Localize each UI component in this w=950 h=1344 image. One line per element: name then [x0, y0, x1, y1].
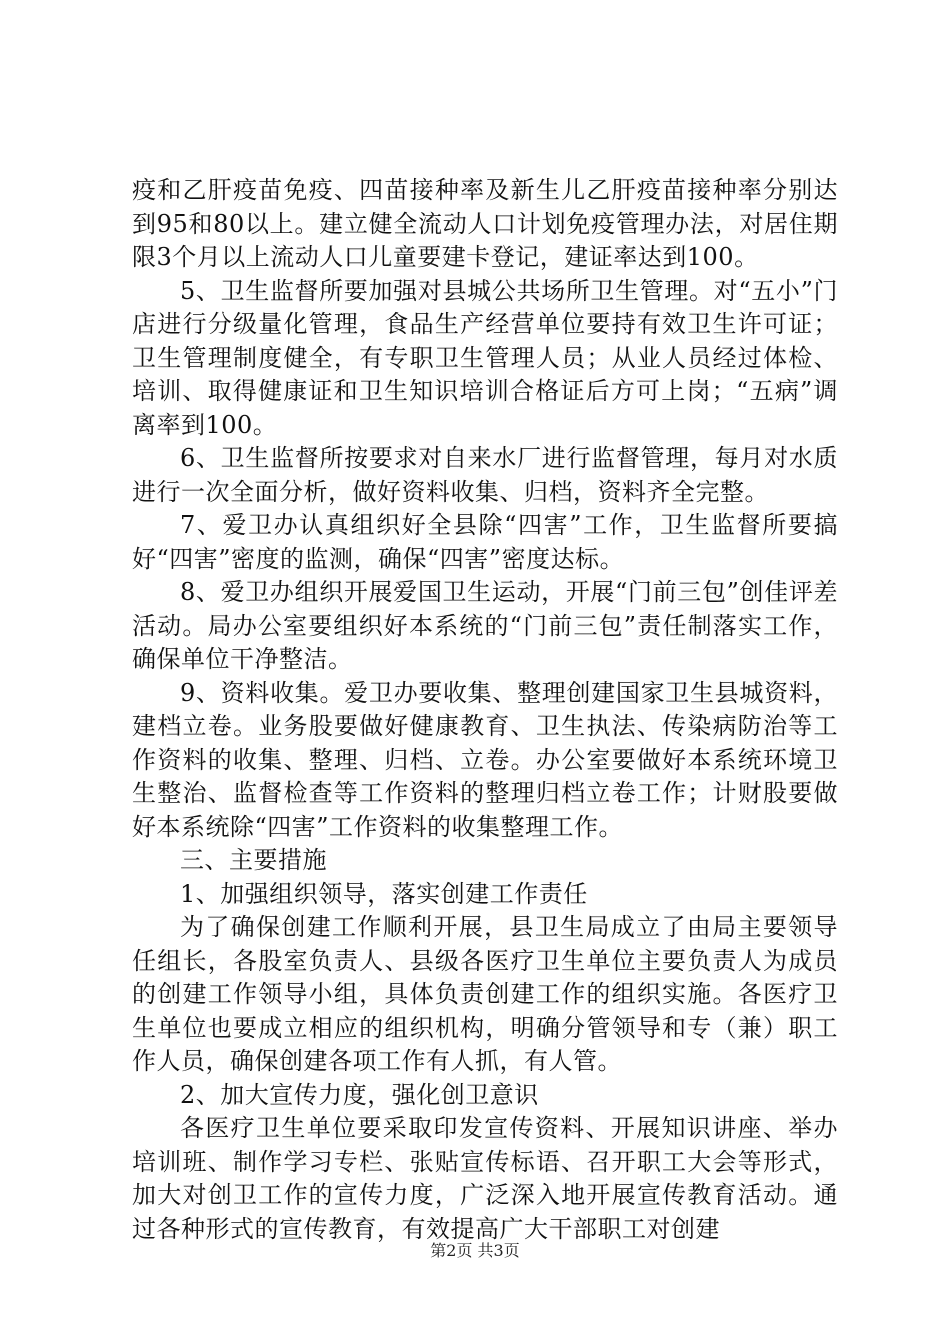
paragraph-5: 8、爱卫办组织开展爱国卫生运动，开展“门前三包”创佳评差活动。局办公室要组织好本系统的“门前三包”责任制落实工作，确保单位干净整洁。 — [132, 578, 838, 673]
paragraph-3: 6、卫生监督所按要求对自来水厂进行监督管理，每月对水质进行一次全面分析，做好资料收集、归档，资料齐全完整。 — [132, 444, 838, 506]
subheading-1: 1、加强组织领导，落实创建工作责任 — [180, 879, 588, 908]
subheading-2: 2、加大宣传力度，强化创卫意识 — [180, 1080, 539, 1109]
paragraph-7: 为了确保创建工作顺利开展，县卫生局成立了由局主要领导任组长，各股室负责人、县级各医疗卫生单位主要负责人为成员的创建工作领导小组，具体负责创建工作的组织实施。各医疗卫生单位也要成立相应的组织机构，明确分管领导和专（兼）职工作人员，确保创建各项工作有人抓，有人管。 — [132, 913, 838, 1075]
paragraph-8: 各医疗卫生单位要采取印发宣传资料、开展知识讲座、举办培训班、制作学习专栏、张贴宣传标语、召开职工大会等形式，加大对创卫工作的宣传力度，广泛深入地开展宣传教育活动。通过各种形式的宣传教育，有效提高广大干部职工对创建 — [132, 1114, 838, 1243]
paragraph-4: 7、爱卫办认真组织好全县除“四害”工作，卫生监督所要搞好“四害”密度的监测，确保“四害”密度达标。 — [132, 511, 838, 573]
paragraph-1: 疫和乙肝疫苗免疫、四苗接种率及新生儿乙肝疫苗接种率分别达到95和80以上。建立健全流动人口计划免疫管理办法，对居住期限3个月以上流动人口儿童要建卡登记，建证率达到100。 — [132, 176, 838, 271]
paragraph-2: 5、卫生监督所要加强对县城公共场所卫生管理。对“五小”门店进行分级量化管理，食品生产经营单位要持有效卫生许可证；卫生管理制度健全，有专职卫生管理人员；从业人员经过体检、培训、取得健康证和卫生知识培训合格证后方可上岗；“五病”调离率到100。 — [132, 276, 838, 439]
document-body — [132, 174, 838, 1246]
page-footer: 第2页 共3页 — [430, 1241, 520, 1260]
section-heading: 三、主要措施 — [180, 846, 327, 874]
paragraph-6: 9、资料收集。爱卫办要收集、整理创建国家卫生县城资料，建档立卷。业务股要做好健康教育、卫生执法、传染病防治等工作资料的收集、整理、归档、立卷。办公室要做好本系统环境卫生整治、监督检查等工作资料的整理归档立卷工作；计财股要做好本系统除“四害”工作资料的收集整理工作。 — [132, 678, 838, 841]
